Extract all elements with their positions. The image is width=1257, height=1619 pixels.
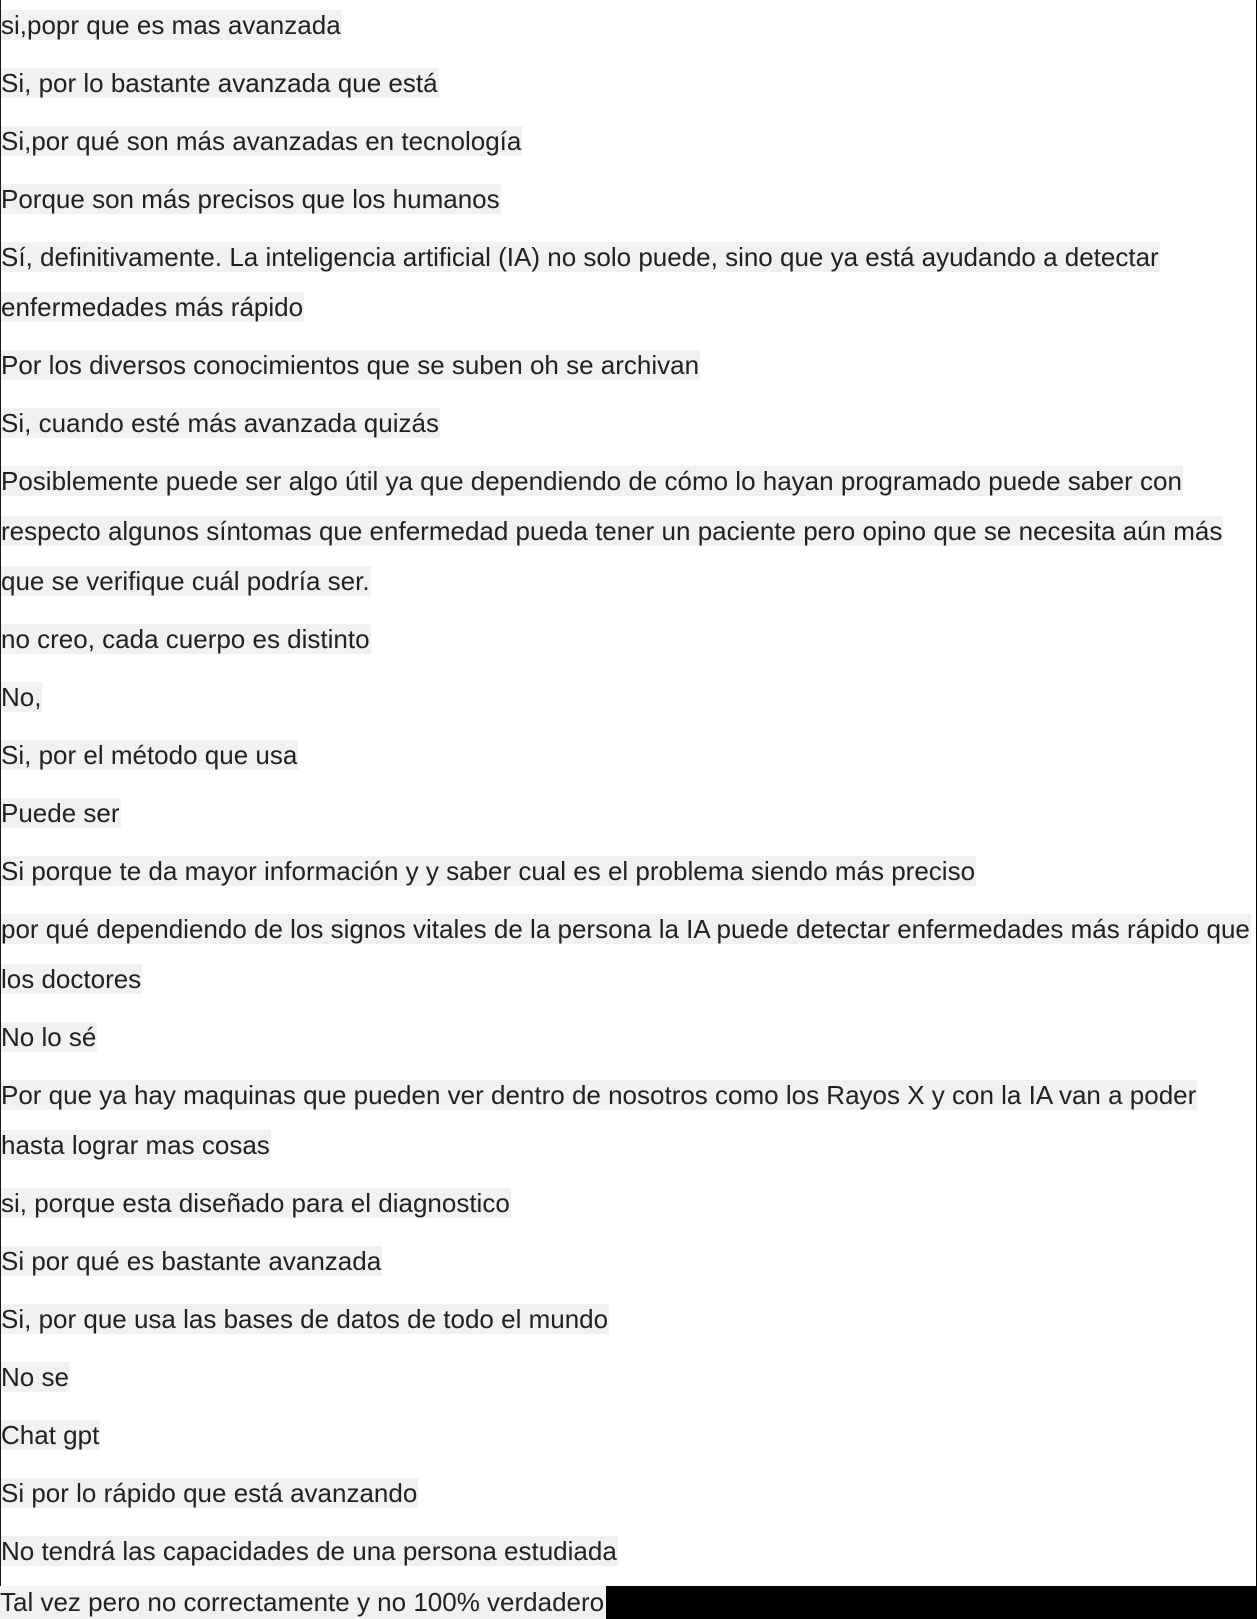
list-item <box>1 1468 1256 1518</box>
response-text: Tal vez pero no correctamente y no 100% verdadero <box>0 1587 605 1617</box>
response-text: no creo, cada cuerpo es distinto <box>1 624 370 654</box>
list-item <box>1 340 1256 390</box>
response-text: No se <box>1 1362 69 1392</box>
response-text: Si,por qué son más avanzadas en tecnología <box>1 126 522 156</box>
list-item <box>1 398 1256 448</box>
list-item <box>1 1294 1256 1344</box>
response-text: Si, cuando esté más avanzada quizás <box>1 408 439 438</box>
response-text: si, porque esta diseñado para el diagnostico <box>1 1188 510 1218</box>
response-text: Chat gpt <box>1 1420 100 1450</box>
list-item <box>1 1352 1256 1402</box>
response-text: Si por lo rápido que está avanzando <box>1 1478 418 1508</box>
list-item <box>1 672 1256 722</box>
response-text: Puede ser <box>1 798 120 828</box>
response-text: Si, por que usa las bases de datos de todo el mundo <box>1 1304 609 1334</box>
response-text: Si por qué es bastante avanzada <box>1 1246 382 1276</box>
response-text: Sí, definitivamente. La inteligencia artificial (IA) no solo puede, sino que ya está ayudando a detectar enfermedades más rápido <box>1 242 1159 322</box>
response-text: Porque son más precisos que los humanos <box>1 184 500 214</box>
list-item <box>1 730 1256 780</box>
response-text: No tendrá las capacidades de una persona estudiada <box>1 1536 617 1566</box>
list-item <box>1 904 1256 1004</box>
response-text: Si porque te da mayor información y y saber cual es el problema siendo más preciso <box>1 856 976 886</box>
list-item <box>1 0 1256 50</box>
list-item <box>1 614 1256 664</box>
response-text: Por los diversos conocimientos que se suben oh se archivan <box>1 350 700 380</box>
list-item <box>1 846 1256 896</box>
list-item <box>1 174 1256 224</box>
last-response-row <box>0 1586 1257 1619</box>
list-item <box>1 1070 1256 1170</box>
response-text: Si, por el método que usa <box>1 740 298 770</box>
response-text: No lo sé <box>1 1022 97 1052</box>
list-item <box>1 456 1256 606</box>
list-item <box>1 1526 1256 1576</box>
list-item <box>1 116 1256 166</box>
list-item <box>1 1236 1256 1286</box>
list-item <box>1 1178 1256 1228</box>
list-item <box>1 232 1256 332</box>
response-text: por qué dependiendo de los signos vitales de la persona la IA puede detectar enfermedades más rápido que los doctores <box>1 914 1250 994</box>
response-text: Por que ya hay maquinas que pueden ver dentro de nosotros como los Rayos X y con la IA van a poder hasta lograr mas cosas <box>1 1080 1197 1160</box>
response-list <box>1 0 1256 1576</box>
response-text: Posiblemente puede ser algo útil ya que dependiendo de cómo lo hayan programado puede saber con respecto algunos síntomas que enfermedad pueda tener un paciente pero opino que se necesita aún más que se verifique cuál podría ser. <box>1 466 1223 596</box>
list-item <box>1 788 1256 838</box>
list-item <box>1 1410 1256 1460</box>
list-item <box>1 58 1256 108</box>
response-text: si,popr que es mas avanzada <box>1 10 341 40</box>
list-item <box>1 1012 1256 1062</box>
response-text: No, <box>1 682 42 712</box>
response-text: Si, por lo bastante avanzada que está <box>1 68 438 98</box>
